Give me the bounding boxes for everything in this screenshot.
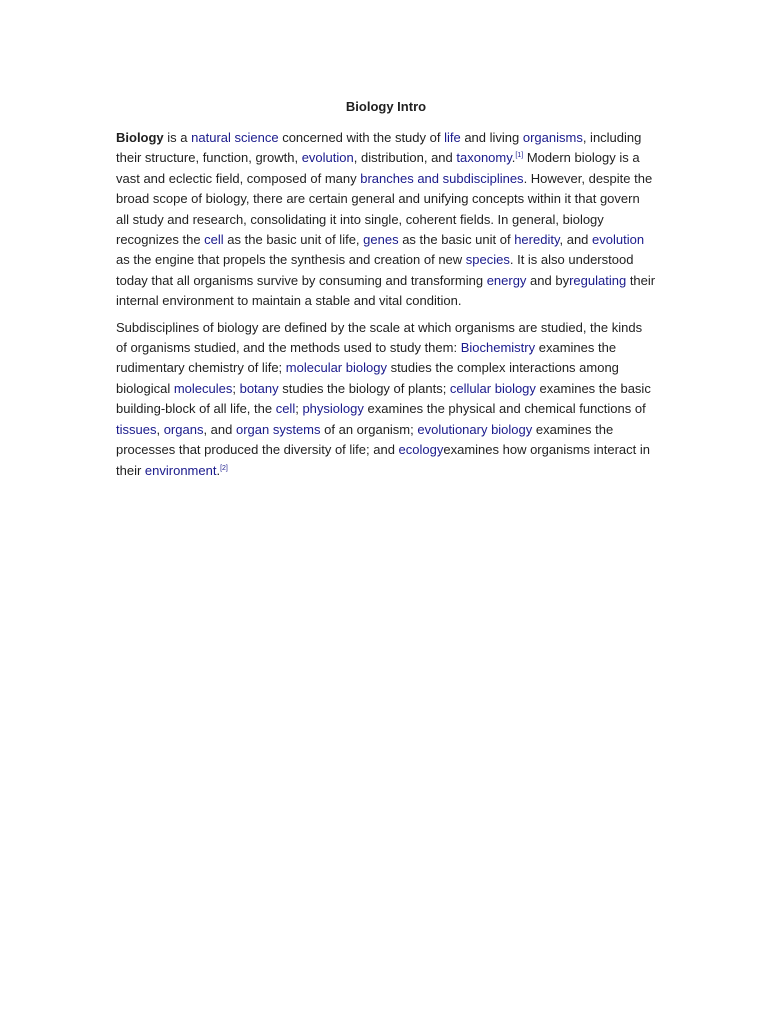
document-body bbox=[116, 98, 656, 487]
link-evolution[interactable]: evolution bbox=[301, 150, 354, 166]
citation-2-link[interactable]: [2] bbox=[220, 464, 228, 472]
link-natural-science[interactable]: natural science bbox=[191, 130, 279, 145]
citation-1-link[interactable]: [1] bbox=[515, 152, 524, 160]
link-molecules[interactable]: molecules bbox=[173, 380, 233, 396]
text: , and bbox=[203, 421, 236, 437]
text: as the basic unit of bbox=[398, 232, 515, 248]
link-organs[interactable]: organs bbox=[163, 421, 204, 437]
text: of an organism; bbox=[320, 421, 418, 437]
link-cell[interactable]: cell bbox=[204, 232, 224, 248]
link-life[interactable]: life bbox=[444, 130, 461, 145]
link-branches-and-subdisciplines[interactable]: branches and subdisciplines bbox=[360, 170, 524, 186]
text: studies the biology of plants; bbox=[278, 380, 450, 396]
link-molecular-biology[interactable]: molecular biology bbox=[285, 360, 387, 376]
text: examines how organisms interact in their bbox=[116, 442, 651, 478]
link-organisms[interactable]: organisms bbox=[522, 130, 583, 145]
text: ; bbox=[232, 380, 240, 396]
text: examines the basic building-block of all life, the bbox=[116, 380, 651, 417]
text: ; bbox=[295, 401, 303, 417]
link-cellular-biology[interactable]: cellular biology bbox=[449, 380, 536, 396]
text: . However, despite the broad scope of biology, there are certain general and unifying concepts within it that govern all study and research, consolidating it into single, coherent fields. In general, biology recognizes the bbox=[116, 170, 653, 248]
link-heredity[interactable]: heredity bbox=[514, 232, 560, 248]
text: , distribution, and bbox=[353, 150, 457, 166]
link-tissues[interactable]: tissues bbox=[116, 421, 157, 437]
paragraph-subdisciplines bbox=[116, 318, 656, 481]
link-regulating[interactable]: regulating bbox=[569, 272, 627, 288]
link-physiology[interactable]: physiology bbox=[302, 401, 364, 417]
text: . It is also understood today that all organisms survive by consuming and transforming bbox=[116, 252, 634, 288]
text: . bbox=[511, 150, 516, 166]
link-environment[interactable]: environment bbox=[144, 462, 217, 478]
text: Modern biology is a vast and eclectic field, composed of many bbox=[116, 150, 640, 186]
link-energy[interactable]: energy bbox=[486, 272, 527, 288]
link-taxonomy[interactable]: taxonomy bbox=[456, 150, 512, 166]
link-ecology[interactable]: ecology bbox=[398, 442, 444, 458]
link-biochemistry[interactable]: Biochemistry bbox=[460, 340, 536, 356]
link-cell-2[interactable]: cell bbox=[275, 401, 296, 417]
link-species[interactable]: species bbox=[465, 252, 510, 268]
text: as the engine that propels the synthesis and creation of new bbox=[116, 252, 466, 268]
link-evolutionary-biology[interactable]: evolutionary biology bbox=[417, 421, 533, 437]
text: , bbox=[156, 421, 164, 437]
text: examines the rudimentary chemistry of life; bbox=[116, 340, 617, 376]
document-title: Biology Intro bbox=[345, 99, 427, 114]
text: is a bbox=[163, 130, 192, 145]
text: and living bbox=[460, 130, 523, 145]
term-biology: Biology bbox=[116, 130, 164, 145]
text: , including their structure, function, growth, bbox=[116, 130, 642, 166]
text: studies the complex interactions among biological bbox=[116, 360, 619, 396]
text: as the basic unit of life, bbox=[223, 232, 364, 248]
link-evolution-2[interactable]: evolution bbox=[592, 232, 645, 248]
link-organ-systems[interactable]: organ systems bbox=[235, 421, 321, 437]
paragraph-intro bbox=[116, 128, 656, 312]
text: and by bbox=[526, 272, 570, 288]
link-genes[interactable]: genes bbox=[363, 232, 399, 248]
text: examines the processes that produced the diversity of life; and bbox=[116, 421, 614, 458]
text: Subdisciplines of biology are defined by the scale at which organisms are studied, the kinds of organisms studied, and the methods used to study them: bbox=[116, 319, 643, 356]
text: their internal environment to maintain a stable and vital condition. bbox=[116, 272, 656, 309]
text: . bbox=[216, 462, 221, 478]
link-botany[interactable]: botany bbox=[239, 380, 279, 396]
text: , and bbox=[559, 232, 593, 248]
text: examines the physical and chemical functions of bbox=[363, 401, 646, 417]
text: concerned with the study of bbox=[278, 130, 445, 145]
